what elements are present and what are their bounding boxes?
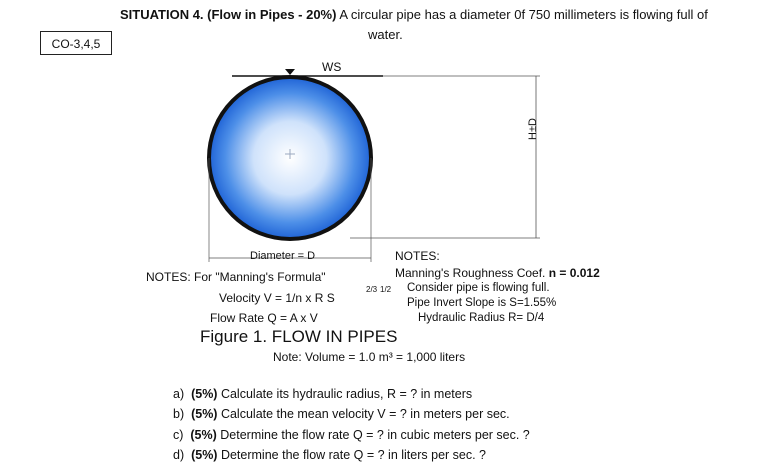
velocity-formula: Velocity V = 1/n x R S [219, 291, 335, 305]
question-points: (5%) [191, 387, 218, 401]
question-text: Determine the flow rate Q = ? in cubic meters per sec. ? [216, 428, 530, 442]
situation-description-continued: water. [368, 27, 403, 42]
manning-label: Manning's Roughness Coef. [395, 266, 546, 280]
water-surface-marker-icon [285, 69, 295, 75]
flow-rate-formula: Flow Rate Q = A x V [210, 311, 318, 325]
height-label: H±D [527, 118, 539, 140]
question-text: Calculate the mean velocity V = ? in meters per sec. [217, 407, 510, 421]
note-hydraulic-radius: Hydraulic Radius R= D/4 [418, 312, 545, 324]
notes-manning-formula-title: NOTES: For "Manning's Formula" [146, 270, 326, 284]
note-invert-slope: Pipe Invert Slope is S=1.55% [407, 297, 557, 309]
question-points: (5%) [191, 407, 218, 421]
note-flowing-full: Consider pipe is flowing full. [407, 282, 550, 294]
manning-value: n = 0.012 [548, 266, 600, 280]
volume-note: Note: Volume = 1.0 m³ = 1,000 liters [273, 350, 466, 364]
question-letter: b) [173, 407, 185, 421]
question-points: (5%) [191, 448, 218, 462]
situation-description: A circular pipe has a diameter 0f 750 millimeters is flowing full of [336, 7, 708, 22]
manning-coefficient [395, 266, 600, 280]
question-letter: d) [173, 448, 185, 462]
notes-right-title: NOTES: [395, 249, 440, 263]
question-text: Calculate its hydraulic radius, R = ? in meters [217, 387, 473, 401]
exponent-r: 2/3 [366, 285, 378, 294]
co-label-box: CO-3,4,5 [40, 31, 112, 55]
question-text: Determine the flow rate Q = ? in liters per sec. ? [217, 448, 487, 462]
figure-title: Figure 1. FLOW IN PIPES [200, 327, 398, 346]
situation-bold-title: SITUATION 4. (Flow in Pipes - 20%) [120, 7, 337, 22]
question-item [173, 428, 530, 442]
exponent-s: 1/2 [380, 285, 392, 294]
question-letter: c) [173, 428, 184, 442]
diameter-label: Diameter = D [250, 250, 316, 262]
ws-label: WS [322, 60, 342, 74]
question-points: (5%) [190, 428, 217, 442]
question-item [173, 448, 486, 462]
question-letter: a) [173, 387, 185, 401]
question-item [173, 387, 472, 401]
question-item [173, 407, 510, 421]
